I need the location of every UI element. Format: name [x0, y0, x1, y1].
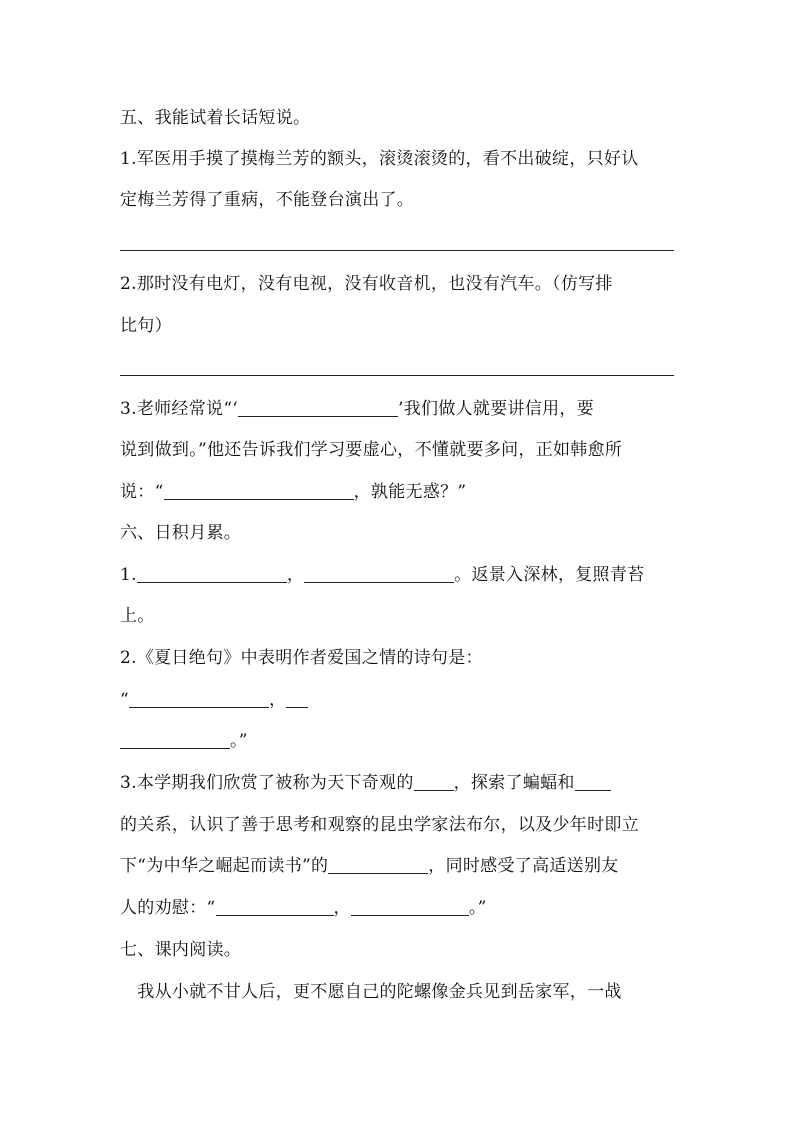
q5-2-text-line1: 2.那时没有电灯，没有电视，没有收音机，也没有汽车。（仿写排	[120, 274, 613, 294]
q6-3-text-line3	[120, 854, 619, 878]
q6-3-blank-3[interactable]	[328, 855, 428, 874]
q5-3-blank-2[interactable]	[164, 481, 354, 500]
section-5-title: 五、我能试着长话短说。	[120, 108, 311, 128]
q5-1-answer-line[interactable]	[120, 250, 674, 251]
q6-2-blank-1[interactable]	[129, 689, 269, 708]
q6-3-line1-a: 3.本学期我们欣赏了被称为天下奇观的	[120, 773, 414, 793]
q6-1-text-line1	[120, 563, 644, 587]
q5-3-text-a: 3.老师经常说“‘	[120, 399, 239, 419]
q6-2-blank-2-start[interactable]	[286, 689, 308, 708]
q6-1-text-c: 。返景入深林，复照青苔	[454, 565, 645, 585]
q5-1-text-line2: 定梅兰芳得了重病，不能登台演出了。	[120, 190, 415, 210]
q6-3-text-line4	[120, 896, 487, 920]
q6-3-text-line2: 的关系，认识了善于思考和观察的昆虫学家法布尔，以及少年时即立	[120, 815, 639, 835]
q6-1-text-line2: 上。	[120, 606, 155, 626]
q6-2-close: 。”	[230, 731, 248, 751]
q6-1-comma: ，	[286, 565, 305, 585]
q6-2-blank-2-end[interactable]	[120, 730, 230, 749]
q6-3-line4-end: 。”	[468, 898, 487, 918]
q6-3-text-line1	[120, 771, 611, 795]
q5-3-text-b: ’我们做人就要讲信用，要	[398, 399, 595, 419]
q6-3-line4-a: 人的劝慰：“	[120, 898, 216, 918]
q5-3-line3-b: ，孰能无惑？”	[353, 482, 467, 502]
q6-1-blank-1[interactable]	[137, 564, 287, 583]
q6-2-open-quote: “	[120, 690, 129, 710]
q6-3-line1-b: ，探索了蝙蝠和	[453, 773, 575, 793]
q5-2-text-line2: 比句）	[120, 316, 172, 336]
q5-3-text-line1	[120, 397, 594, 421]
q5-1-text-line1: 1.军医用手摸了摸梅兰芳的额头，滚烫滚烫的，看不出破绽，只好认	[120, 149, 639, 169]
section-7-paragraph: 我从小就不甘人后，更不愿自己的陀螺像金兵见到岳家军，一战	[120, 982, 622, 1002]
q5-3-line3-a: 说：“	[120, 482, 164, 502]
q5-3-text-line3	[120, 480, 466, 504]
q5-2-answer-line[interactable]	[120, 375, 674, 376]
q5-3-blank-1[interactable]	[238, 398, 398, 417]
q6-3-line3-b: ，同时感受了高适送别友	[428, 856, 619, 876]
q6-1-blank-2[interactable]	[304, 564, 454, 583]
q6-3-blank-5[interactable]	[351, 897, 469, 916]
section-6-title: 六、日积月累。	[120, 523, 242, 543]
q6-3-blank-2[interactable]	[575, 772, 611, 791]
section-7-title: 七、课内阅读。	[120, 940, 242, 960]
q6-2-text-line3	[120, 729, 248, 753]
q6-3-blank-1[interactable]	[414, 772, 454, 791]
q6-3-line4-comma: ，	[333, 898, 351, 918]
q6-1-number: 1.	[120, 565, 137, 585]
q6-2-text-line1: 2.《夏日绝句》中表明作者爱国之情的诗句是：	[120, 648, 483, 668]
q6-3-line3-a: 下“为中华之崛起而读书”的	[120, 856, 329, 876]
q5-3-text-line2: 说到做到。”他还告诉我们学习要虚心，不懂就要多问，正如韩愈所	[120, 440, 623, 460]
q6-3-blank-4[interactable]	[216, 897, 334, 916]
q6-2-comma: ，	[269, 690, 287, 710]
q6-2-text-line2	[120, 688, 308, 712]
